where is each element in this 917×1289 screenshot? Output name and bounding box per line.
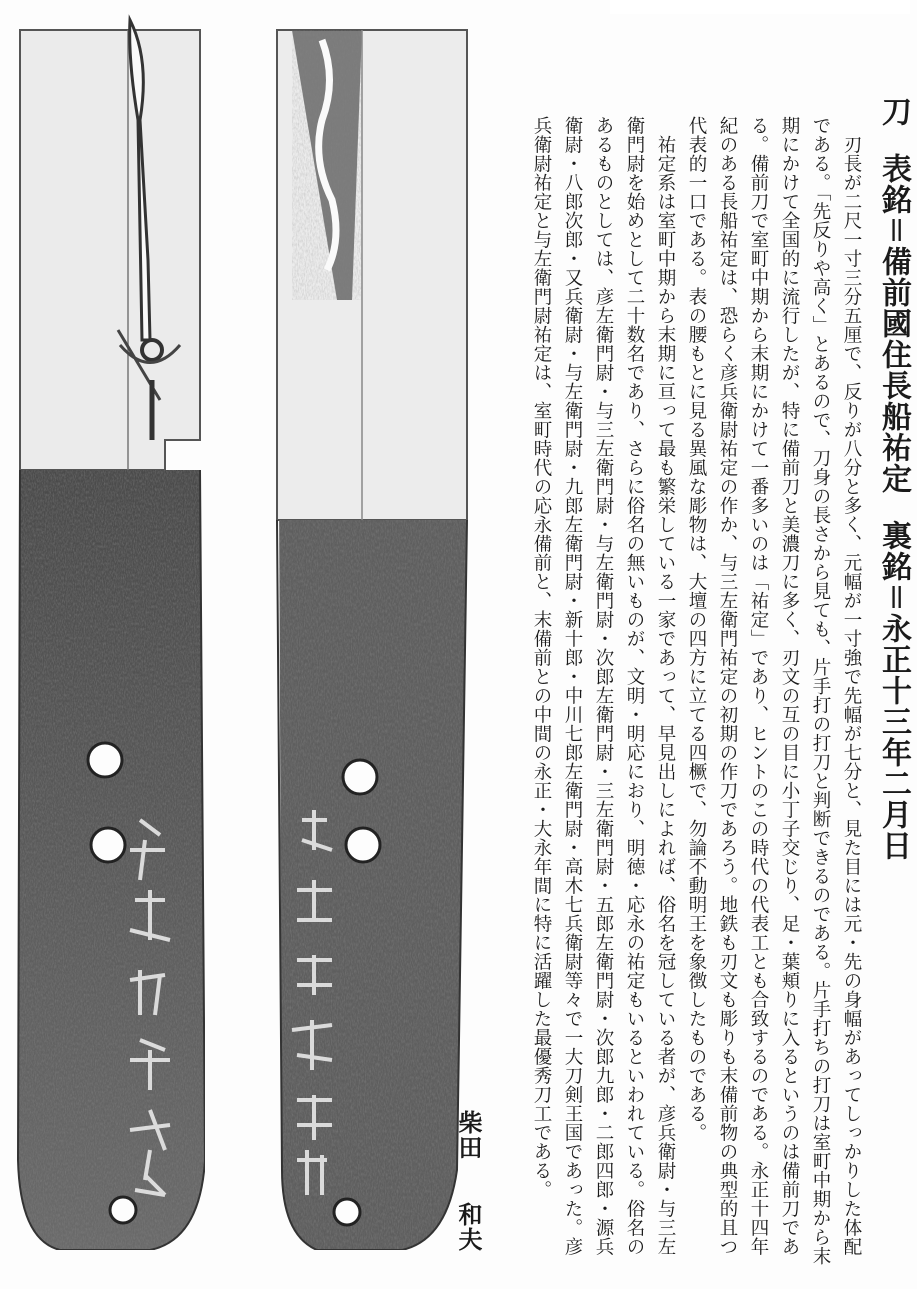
omote-tang-image [0, 0, 205, 1250]
article-heading [873, 96, 913, 1256]
ura-tang-image [262, 0, 482, 1250]
heading-ura-mei: 裏銘＝永正十三年二月日 [876, 520, 911, 861]
scan-edge [610, 0, 910, 14]
author-surname: 柴田 [454, 1110, 482, 1160]
author-given-name: 和夫 [454, 1202, 482, 1252]
article-body [497, 116, 867, 1266]
body-paragraph: 刃長が二尺一寸三分五厘で、反りが八分と多く、元幅が一寸強で先幅が七分と、見た目には元・先の身幅があってしっかりした体配である。「先反りや高く」とあるので、刀身の長さから見ても、片手打の打刀と判断できるのである。片手打ちの打刀は室町中期から末期にかけて全国的に流行したが、特に備前刀と美濃刀に多く、刃文の互の目に小丁子交じり、足・葉頬りに入るというのは備前刀である。備前刀で室町中期から末期にかけて一番多いのは「祐定」であり、ヒントのこの時代の代表工とも合致するのである。永正十四年紀のある長船祐定は、恐らく彦兵衛尉祐定の作か、与三左衛門祐定の初期の作刀であろう。地鉄も刃文も彫りも末備前物の典型的且つ代表的一口である。表の腰もとに見る異風な彫物は、大壇の四方に立てる四橛で、勿論不動明王を象徴したものである。 [686, 116, 862, 1266]
body-paragraph: 祐定系は室町中期から末期に亘って最も繁栄している一家であって、早見出しによれば、俗名を冠している者が、彦兵衛尉・与三左衛門尉を始めとして二十数名であり、さらに俗名の無いものが、文明・明応におり、明徳・応永の祐定もいるといわれている。俗名のあるものとしては、彦左衛門尉・与三左衛門尉・与左衛門尉・次郎左衛門尉・三左衛門尉・五郎左衛門尉・次郎九郎・二郎四郎・源兵衛尉・八郎次郎・又兵衛尉・与左衛門尉・九郎左衛門尉・新十郎・中川七郎左衛門尉・高木七兵衛尉等々で一大刀剣王国であった。彦兵衛尉祐定と与左衛門尉祐定は、室町時代の応永備前と、末備前との中間の永正・大永年間に特に活躍した最優秀刀工である。 [531, 116, 676, 1256]
photo-ura-tang [262, 0, 482, 1250]
photo-omote-tang [0, 0, 205, 1250]
author-name [453, 1110, 483, 1252]
heading-kind: 刀 [876, 96, 911, 127]
heading-omote-mei: 表銘＝備前國住長船祐定 [876, 153, 911, 494]
